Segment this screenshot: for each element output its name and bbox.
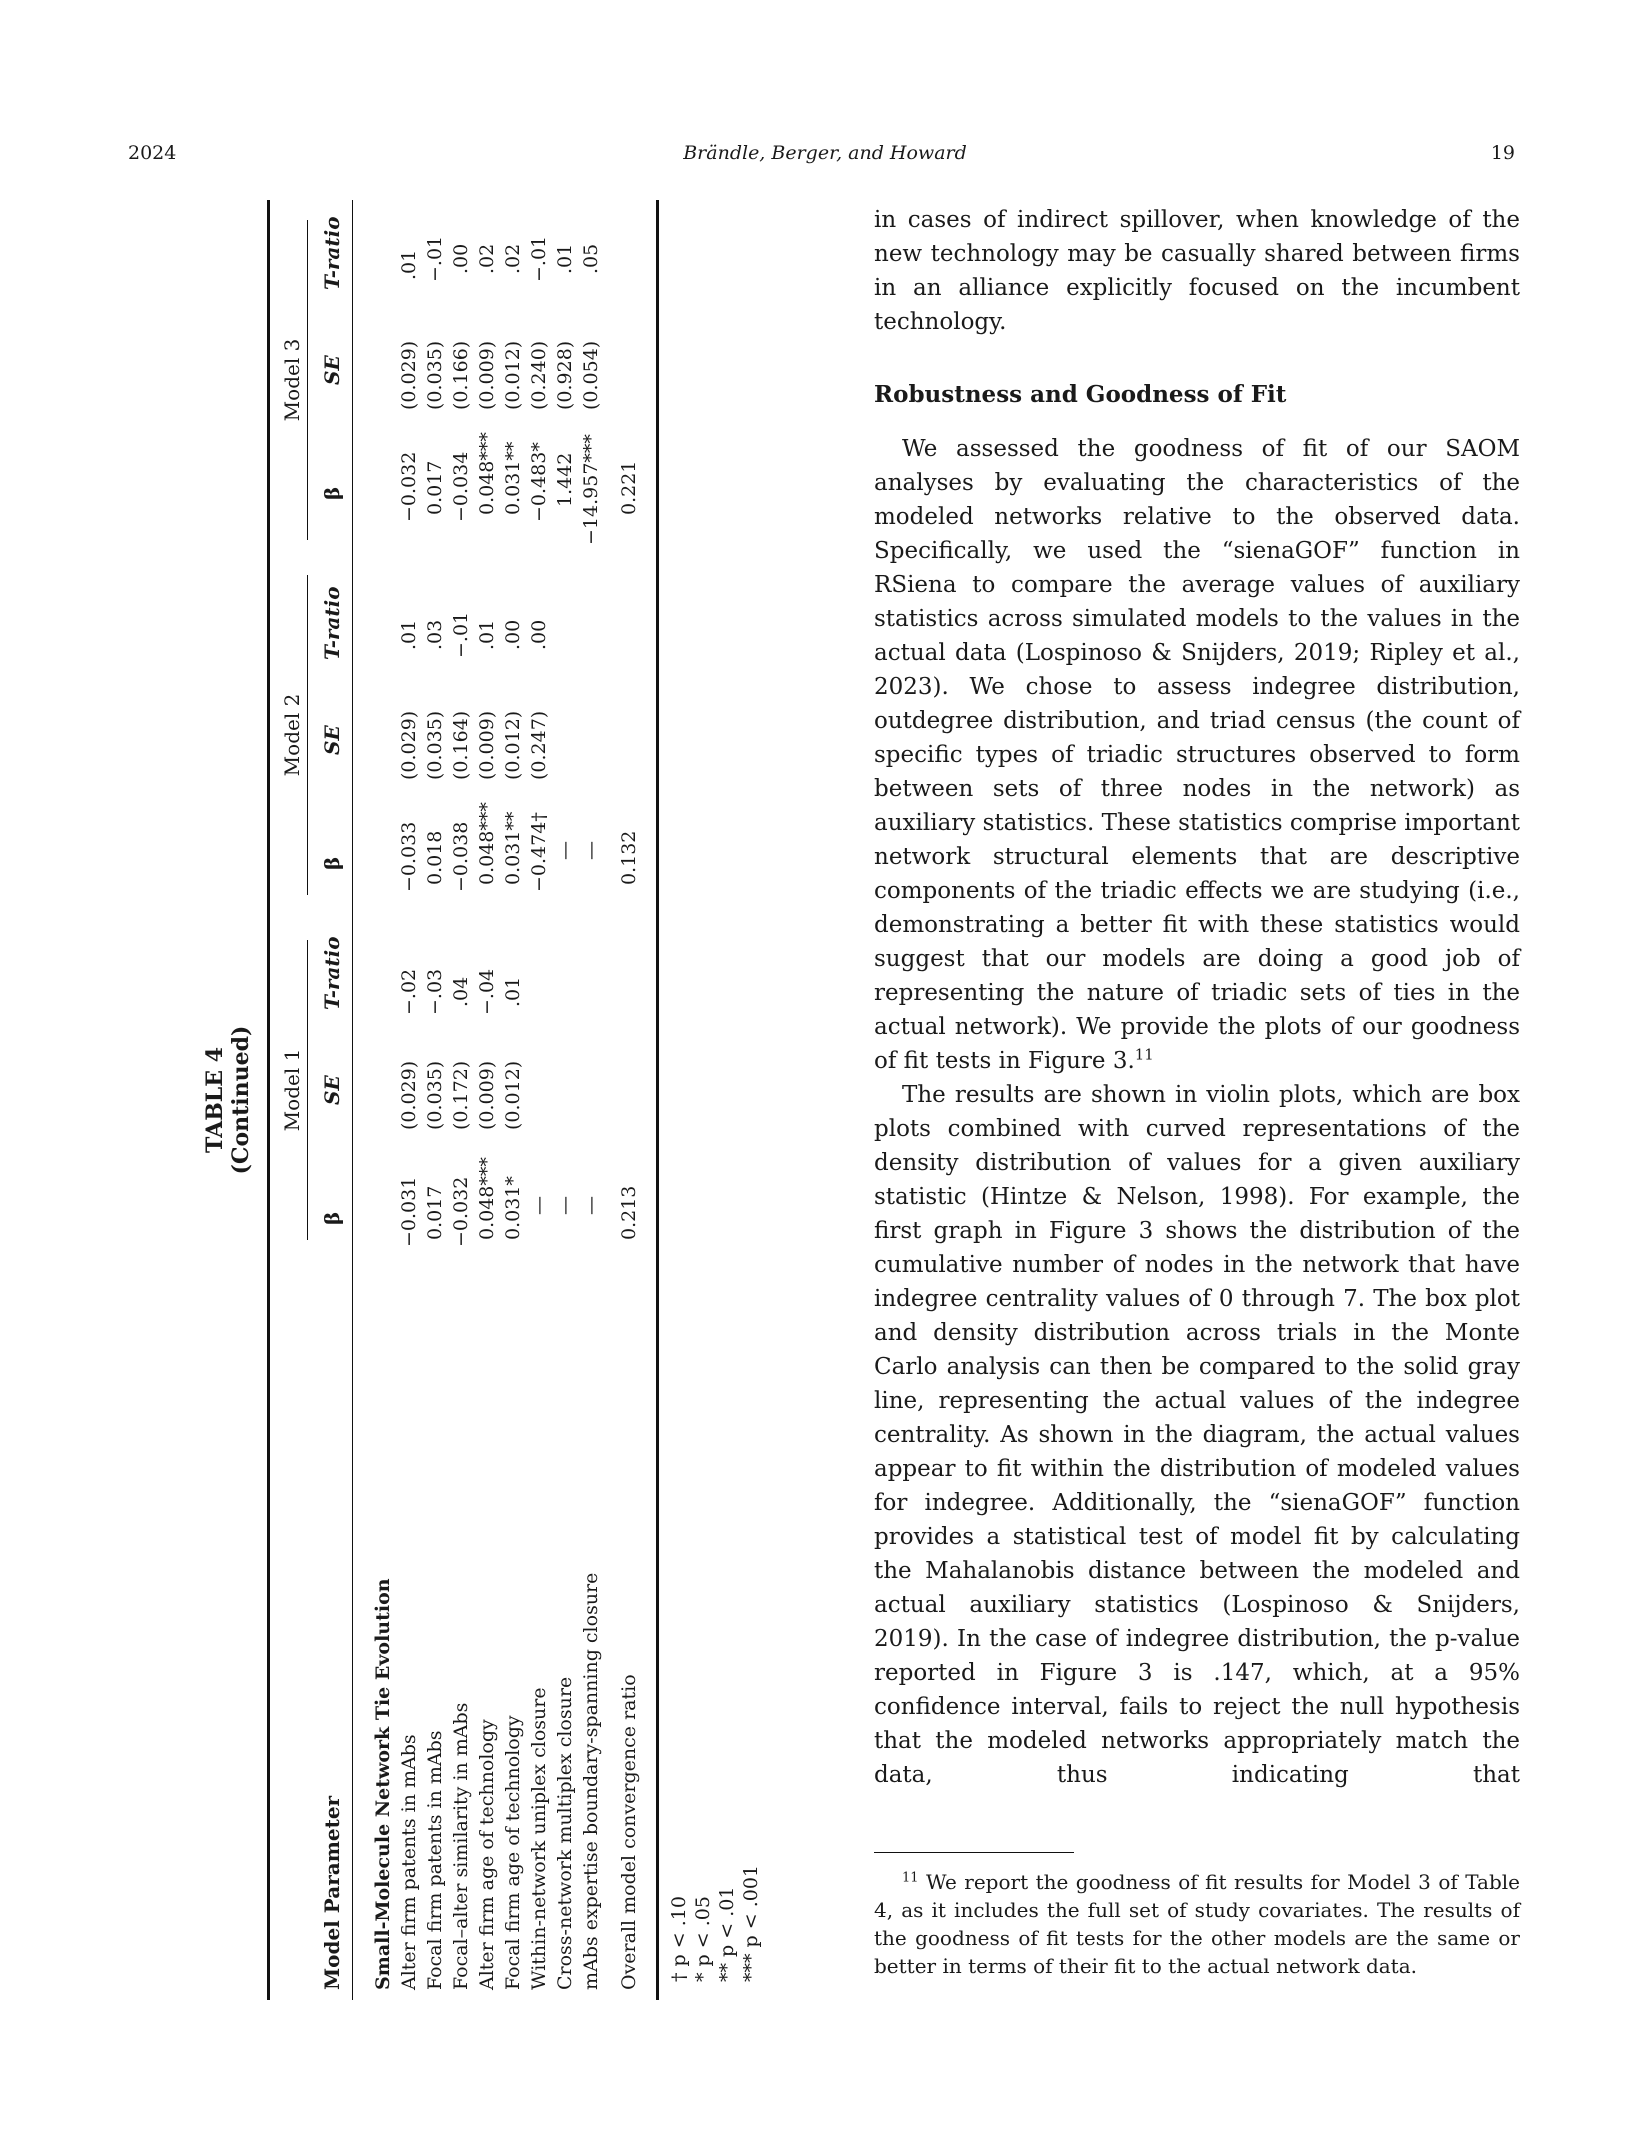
- paragraph-2-text: We assessed the goodness of fit of our SAOM analyses by evaluating the characteristics of the modeled networks relative to the observed data. Specifically, we used the “sienaGOF” function in RSiena to compare the average values of auxiliary statistics across simulated models to the values in the actual data (Lospinoso & Snijders, 2019; Ripley et al., 2023). We chose to assess indegree distribution, outdegree distribution, and triad census (the count of specific types of triadic structures observed to form between sets of three nodes in the network) as auxiliary statistics. These statistics comprise important network structural elements that are descriptive components of the triadic effects we are studying (i.e., demonstrating a better fit with these statistics would suggest that our models are doing a good job of representing the nature of triadic sets of ties in the actual network). We provide the plots of our goodness of fit tests in Figure 3.: [874, 436, 1520, 1074]
- model-1-rule: [307, 940, 308, 1240]
- cell: 0.048***: [476, 432, 498, 515]
- note-three-star: *** p < .001: [740, 1864, 762, 1982]
- row-label: Focal firm age of technology: [502, 1715, 524, 1990]
- paragraph-3: The results are shown in violin plots, which are box plots combined with curved representations of the density distribution of values for a given auxiliary statistic (Hintze & Nelson, 1998). For example, the first graph in Figure 3 shows the distribution of the cumulative number of nodes in the network that have indegree centrality values of 0 through 7. The box plot and density distribution across trials in the Monte Carlo analysis can then be compared to the solid gray line, representing the actual values of the indegree centrality. As shown in the diagram, the actual values appear to fit within the distribution of modeled values for indegree. Additionally, the “sienaGOF” function provides a statistical test of model fit by calculating the Mahalanobis distance between the modeled and actual auxiliary statistics (Lospinoso & Snijders, 2019). In the case of indegree distribution, the p-value reported in Figure 3 is .147, which, at a 95% confidence interval, fails to reject the null hypothesis that the modeled networks appropriately match the data, thus indicating that: [874, 1082, 1520, 1788]
- cell: .01: [398, 619, 420, 650]
- cell: −.04: [476, 968, 498, 1015]
- m1-se-head: SE: [320, 1075, 344, 1105]
- cell: —: [580, 1196, 602, 1215]
- paragraph-continued: [874, 203, 1520, 339]
- cell: (0.247): [528, 710, 550, 780]
- cell: (0.029): [398, 710, 420, 780]
- body-paragraphs: [874, 432, 1520, 1792]
- table-title: TABLE 4: [202, 1046, 228, 1154]
- model-1-header: Model 1: [280, 1048, 304, 1132]
- cell: (0.035): [424, 710, 446, 780]
- paragraph-1: in cases of indirect spillover, when knowledge of the new technology may be casually shared between firms in an alliance explicitly focused on the incumbent technology.: [874, 207, 1520, 335]
- cell: (0.164): [450, 710, 472, 780]
- cell: −0.032: [450, 1176, 472, 1247]
- cell: 0.132: [618, 830, 640, 885]
- header-year: 2024: [128, 142, 177, 164]
- cell: .01: [502, 976, 524, 1007]
- m3-beta-head: β: [320, 486, 344, 500]
- footnote-number: 11: [902, 1870, 919, 1886]
- convergence-label: Overall model convergence ratio: [618, 1674, 640, 1990]
- cell: .01: [554, 243, 576, 274]
- table-subtitle: (Continued): [228, 1025, 254, 1175]
- cell: (0.009): [476, 340, 498, 410]
- cell: (0.928): [554, 340, 576, 410]
- cell: −0.483*: [528, 442, 550, 522]
- header-page-number: 19: [1490, 142, 1515, 164]
- cell: —: [554, 841, 576, 860]
- model-3-rule: [307, 220, 308, 540]
- cell: 0.221: [618, 460, 640, 515]
- row-label: mAbs expertise boundary-spanning closure: [580, 1572, 602, 1990]
- cell: .02: [502, 243, 524, 274]
- model-2-header: Model 2: [280, 693, 304, 777]
- cell: .04: [450, 976, 472, 1007]
- cell: −0.031: [398, 1176, 420, 1247]
- cell: −.02: [398, 968, 420, 1015]
- cell: 0.017: [424, 460, 446, 515]
- row-label: Alter firm patents in mAbs: [398, 1734, 420, 1990]
- cell: (0.035): [424, 1060, 446, 1130]
- cell: 0.048***: [476, 1157, 498, 1240]
- m2-beta-head: β: [320, 856, 344, 870]
- cell: 0.031**: [502, 441, 524, 515]
- cell: 0.031*: [502, 1176, 524, 1240]
- cell: (0.012): [502, 340, 524, 410]
- cell: .03: [424, 619, 446, 650]
- cell: .02: [476, 243, 498, 274]
- cell: (0.029): [398, 340, 420, 410]
- cell: (0.172): [450, 1060, 472, 1130]
- note-one-star: * p < .05: [692, 1896, 714, 1982]
- footnote-text: We report the goodness of fit results for Model 3 of Table 4, as it includes the full set of study covariates. The results of the goodness of fit tests for the other models are the same or better in terms of their fit to the actual network data.: [874, 1870, 1521, 1978]
- cell: (0.029): [398, 1060, 420, 1130]
- cell: .00: [450, 243, 472, 274]
- header-authors: Brändle, Berger, and Howard: [683, 142, 967, 164]
- m1-t-head: T-ratio: [320, 936, 344, 1010]
- table-bottom-rule: [656, 200, 659, 2000]
- model-parameter-header: Model Parameter: [320, 1795, 344, 1990]
- cell: —: [580, 841, 602, 860]
- note-dagger: † p < .10: [668, 1896, 690, 1982]
- cell: −.03: [424, 968, 446, 1015]
- table-4: [190, 200, 762, 2000]
- row-label: Focal–alter similarity in mAbs: [450, 1702, 472, 1990]
- cell: .01: [398, 249, 420, 280]
- cell: −0.034: [450, 451, 472, 522]
- cell: 0.017: [424, 1185, 446, 1240]
- paragraph-2: [874, 432, 1520, 1078]
- cell: −0.033: [398, 821, 420, 892]
- m2-se-head: SE: [320, 725, 344, 755]
- cell: −14.957***: [580, 434, 602, 545]
- cell: 1.442: [554, 452, 576, 507]
- cell: (0.054): [580, 340, 602, 410]
- m2-t-head: T-ratio: [320, 586, 344, 660]
- cell: 0.031**: [502, 811, 524, 885]
- cell: .00: [528, 619, 550, 650]
- row-label: Alter firm age of technology: [476, 1719, 498, 1990]
- note-two-star: ** p < .01: [716, 1886, 738, 1982]
- table-top-rule: [267, 200, 270, 2000]
- cell: −.01: [450, 611, 472, 658]
- cell: −0.474†: [528, 812, 550, 892]
- cell: (0.240): [528, 340, 550, 410]
- model-2-rule: [307, 575, 308, 895]
- cell: −0.038: [450, 821, 472, 892]
- cell: 0.048***: [476, 802, 498, 885]
- cell: (0.035): [424, 340, 446, 410]
- footnote-rule: [874, 1852, 1074, 1853]
- footnote-11: [874, 1868, 1520, 1980]
- cell: (0.012): [502, 1060, 524, 1130]
- m3-t-head: T-ratio: [320, 216, 344, 290]
- cell: −.01: [528, 235, 550, 282]
- m1-beta-head: β: [320, 1211, 344, 1225]
- cell: (0.012): [502, 710, 524, 780]
- row-label: Focal firm patents in mAbs: [424, 1730, 446, 1990]
- m3-se-head: SE: [320, 355, 344, 385]
- cell: —: [554, 1196, 576, 1215]
- cell: −.01: [424, 235, 446, 282]
- cell: .01: [476, 619, 498, 650]
- cell: .05: [580, 243, 602, 274]
- row-label: Cross-network multiplex closure: [554, 1676, 576, 1990]
- cell: 0.018: [424, 830, 446, 885]
- cell: 0.213: [618, 1185, 640, 1240]
- section-title: Small-Molecule Network Tie Evolution: [372, 1578, 394, 1990]
- model-3-header: Model 3: [280, 338, 304, 422]
- cell: (0.009): [476, 710, 498, 780]
- footnote-ref[interactable]: 11: [1134, 1045, 1154, 1064]
- row-label: Within-network uniplex closure: [528, 1687, 550, 1990]
- cell: —: [528, 1196, 550, 1215]
- cell: −0.032: [398, 451, 420, 522]
- cell: (0.166): [450, 340, 472, 410]
- cell: (0.009): [476, 1060, 498, 1130]
- cell: .00: [502, 619, 524, 650]
- section-heading: Robustness and Goodness of Fit: [874, 381, 1287, 408]
- table-header-rule: [352, 200, 353, 2000]
